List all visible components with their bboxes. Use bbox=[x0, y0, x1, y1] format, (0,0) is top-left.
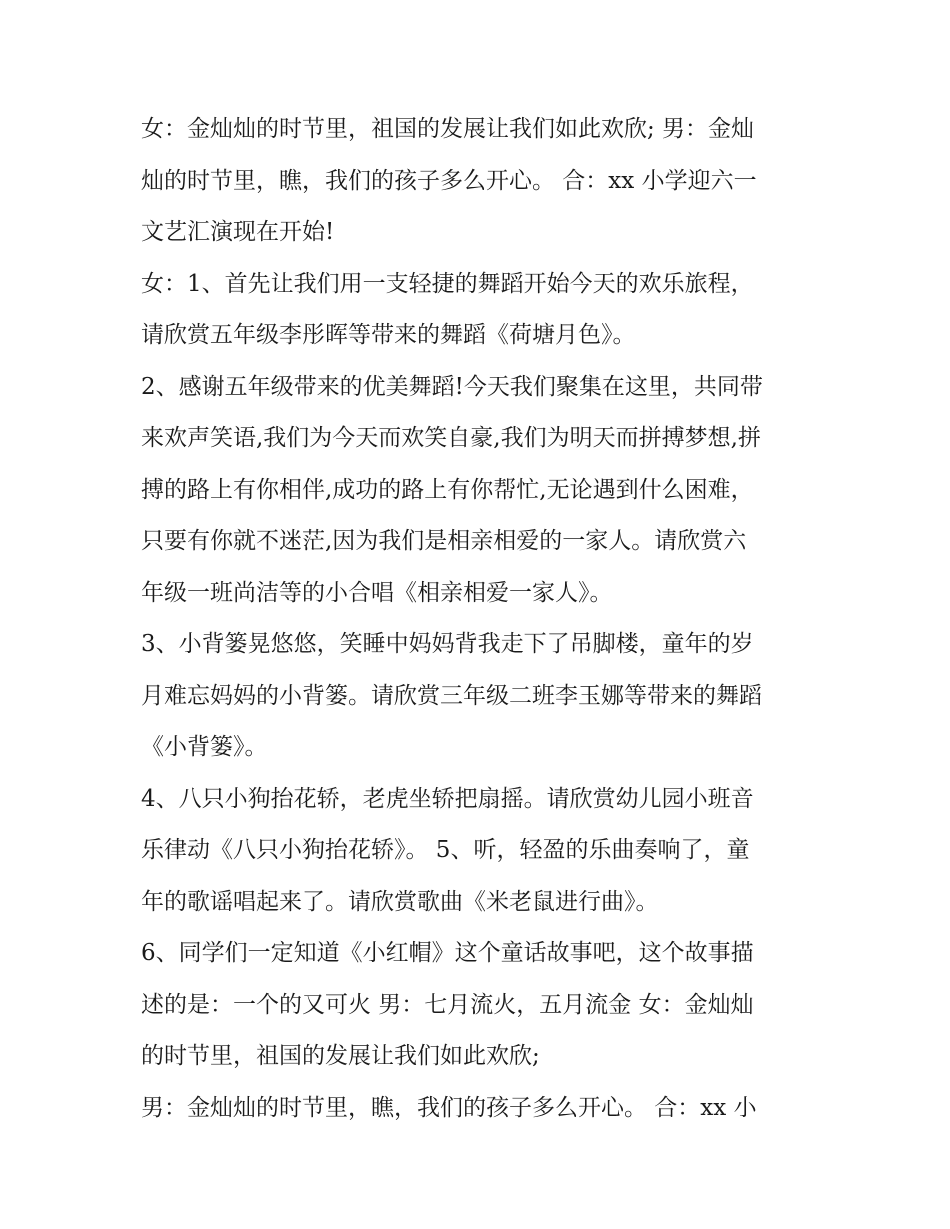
text-line-1: 女：金灿灿的时节里，祖国的发展让我们如此欢欣; 男：金灿 bbox=[141, 116, 755, 142]
text-line-17: 6、同学们一定知道《小红帽》这个童话故事吧，这个故事描 bbox=[141, 940, 754, 966]
text-line-14: 4、八只小狗抬花轿，老虎坐轿把扇摇。请欣赏幼儿园小班音 bbox=[141, 785, 754, 812]
text-line-9: 只要有你就不迷茫,因为我们是相亲相爱的一家人。请欣赏六 bbox=[141, 528, 747, 554]
text-line-20: 男：金灿灿的时节里，瞧，我们的孩子多么开心。 合：xx 小 bbox=[141, 1094, 757, 1121]
text-line-4: 女：1、首先让我们用一支轻捷的舞蹈开始今天的欢乐旅程， bbox=[141, 270, 754, 297]
text-line-5: 请欣赏五年级李彤晖等带来的舞蹈《荷塘月色》。 bbox=[141, 322, 636, 348]
text-line-12: 月难忘妈妈的小背篓。请欣赏三年级二班李玉娜等带来的舞蹈 bbox=[141, 682, 762, 709]
text-line-15: 乐律动《八只小狗抬花轿》。 5、听，轻盈的乐曲奏响了，童 bbox=[141, 837, 750, 863]
text-line-2: 灿的时节里，瞧，我们的孩子多么开心。 合：xx 小学迎六一 bbox=[141, 167, 757, 194]
text-line-6: 2、感谢五年级带来的优美舞蹈!今天我们聚集在这里，共同带 bbox=[141, 373, 763, 400]
text-line-13: 《小背篓》。 bbox=[141, 734, 268, 760]
document-body bbox=[141, 104, 816, 1134]
text-line-16: 年的歌谣唱起来了。请欣赏歌曲《米老鼠进行曲》。 bbox=[141, 888, 659, 915]
text-line-8: 搏的路上有你相伴,成功的路上有你帮忙,无论遇到什么困难， bbox=[141, 476, 754, 503]
text-line-18: 述的是：一个的又可火 男：七月流火，五月流金 女：金灿灿 bbox=[141, 991, 754, 1018]
text-line-7: 来欢声笑语,我们为今天而欢笑自豪,我们为明天而拼搏梦想,拼 bbox=[141, 425, 761, 451]
text-line-10: 年级一班尚洁等的小合唱《相亲相爱一家人》。 bbox=[141, 579, 613, 606]
text-line-19: 的时节里，祖国的发展让我们如此欢欣; bbox=[141, 1043, 540, 1069]
text-line-3: 文艺汇演现在开始! bbox=[141, 219, 335, 245]
text-line-11: 3、小背篓晃悠悠，笑睡中妈妈背我走下了吊脚楼，童年的岁 bbox=[141, 631, 754, 657]
